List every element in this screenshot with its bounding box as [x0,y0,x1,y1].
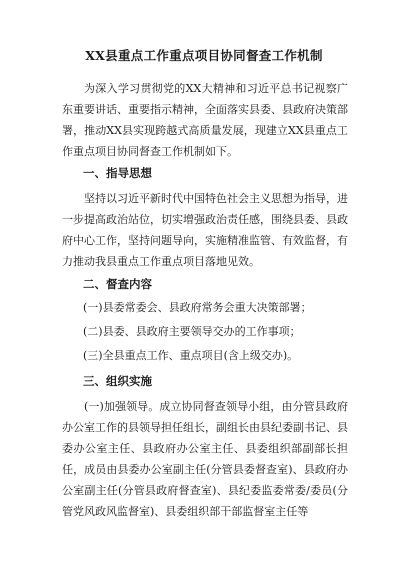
inspection-item-1: (一)县委常委会、县政府常务会重大决策部署； [83,301,312,314]
section-heading-inspection-content: 二、督查内容 [83,277,152,291]
intro-paragraph: 为深入学习贯彻党的XX大精神和习近平总书记视察广东重要讲话、重要指示精神，全面落实县委、县政府决策部署，推动XX县实现跨越式高质量发展，现建立XX县重点工作重点项目协同督查工作机制如下。 [62,82,348,158]
section-heading-guiding-ideology: 一、指导思想 [83,166,152,180]
inspection-item-3: (三)全县重点工作、重点项目(含上级交办)。 [83,349,299,362]
section-heading-organization: 三、组织实施 [83,374,152,388]
section-body-guiding-ideology: 坚持以习近平新时代中国特色社会主义思想为指导，进一步提高政治站位，切实增强政治责任感，围绕县委、县政府中心工作，坚持问题导向，实施精准监管、有效监督，有力推动我县重点工作重点项目落地见效。 [62,192,348,268]
section-body-organization: (一)加强领导。成立协同督查领导小组，由分管县政府办公室工作的县领导担任组长，副组长由县纪委副书记、县委办公室主任、县政府办公室主任、县委组织部副部长担任，成员由县委办公室副主任(分管县委督查室)、县政府办公室副主任(分管县政府督查室)、县纪委监委常委/委员(分管党风政风监督室)、县委组织部干部监督室主任等 [62,400,348,518]
document-title: XX县重点工作重点项目协同督查工作机制 [85,48,323,63]
inspection-item-2: (二)县委、县政府主要领导交办的工作事项； [83,325,301,338]
